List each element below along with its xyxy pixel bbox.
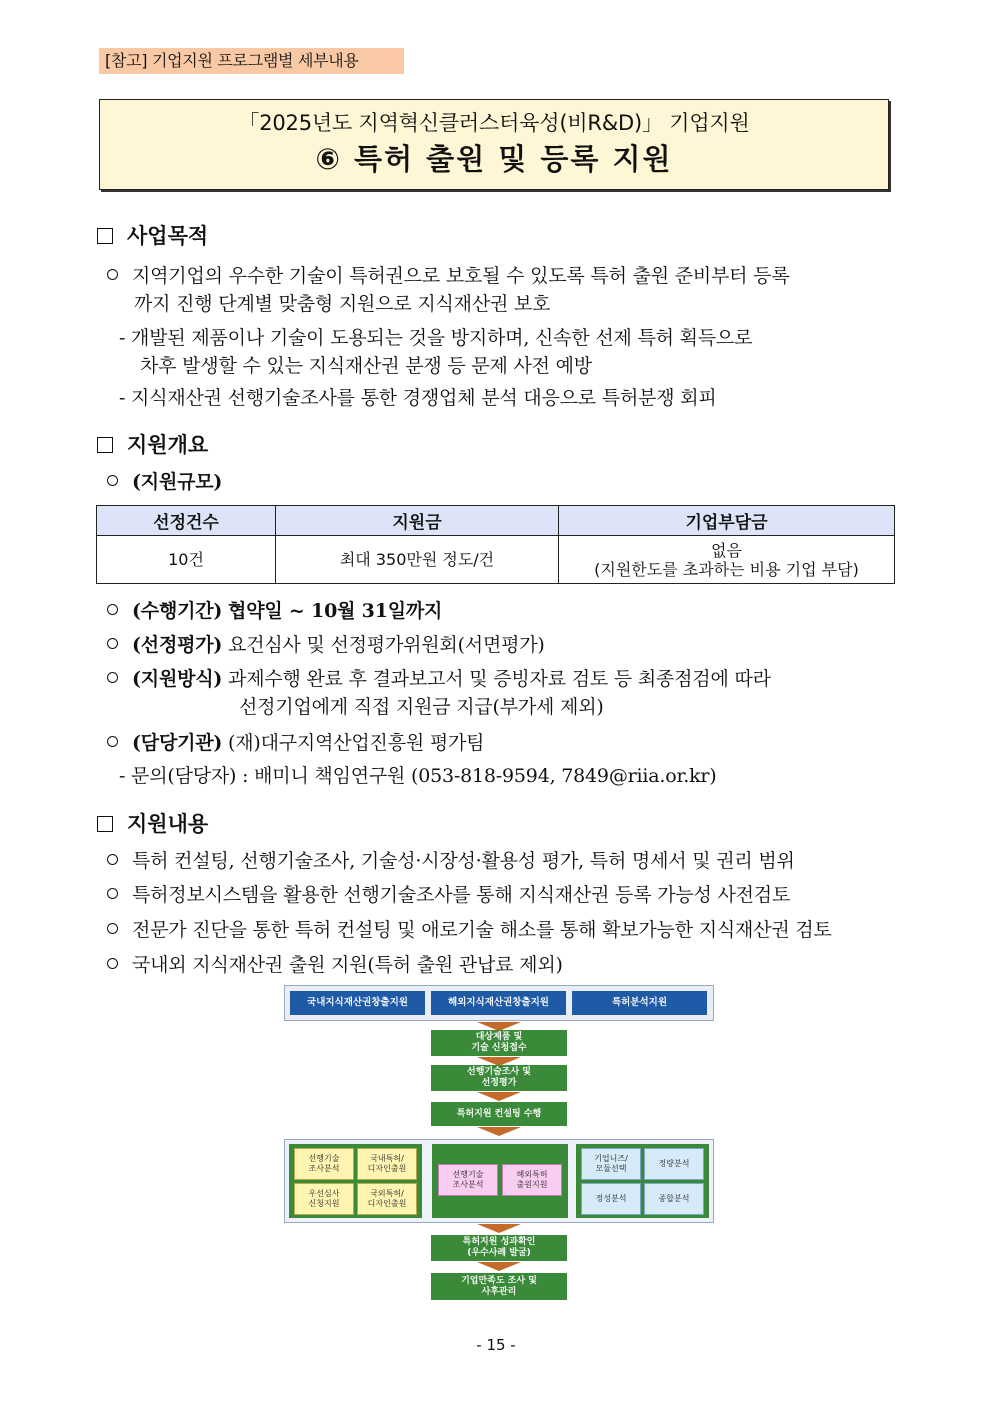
- content-item: 특허 컨설팅, 선행기술조사, 기술성·시장성·활용성 평가, 특허 명세서 및 권리 범위: [107, 846, 795, 873]
- purpose-detail-1: - 개발된 제품이나 기술이 도용되는 것을 방지하며, 신속한 선제 특허 획득으로: [119, 327, 753, 349]
- support-detail-panel: [284, 1139, 714, 1223]
- purpose-detail-2: - 지식재산권 선행기술조사를 통한 경쟁업체 분석 대응으로 특허분쟁 회피: [119, 387, 717, 409]
- analysis-support-group: [576, 1144, 709, 1218]
- down-arrow-icon: [477, 1224, 521, 1233]
- program-domestic: 국내지식재산권창출지원: [290, 991, 425, 1015]
- checkbox-square-icon: [97, 228, 113, 244]
- circle-bullet-icon: [107, 854, 118, 865]
- section-heading-purpose: 사업목적: [97, 220, 208, 250]
- title-box: [99, 99, 889, 190]
- down-arrow-icon: [477, 1127, 521, 1136]
- purpose-detail-1-cont: 차후 발생할 수 있는 지식재산권 분쟁 등 문제 사전 예방: [140, 355, 592, 377]
- analysis-box: 종합분석: [644, 1183, 704, 1215]
- table-row: [97, 536, 895, 584]
- analysis-box: 기업니즈/ 모듈선택: [581, 1148, 641, 1180]
- purpose-item-cont: 까지 진행 단계별 맞춤형 지원으로 지식재산권 보호: [134, 293, 551, 315]
- title-line2: ⑥ 특허 출원 및 등록 지원: [315, 142, 673, 176]
- content-item: 특허정보시스템을 활용한 선행기술조사를 통해 지식재산권 등록 가능성 사전검토: [107, 880, 790, 907]
- program-overseas: 해외지식재산권창출지원: [431, 991, 566, 1015]
- table-cell-burden: 없음 (지원한도를 초과하는 비용 기업 부담): [559, 536, 895, 584]
- domestic-box: 선행기술 조사분석: [294, 1148, 354, 1180]
- circle-bullet-icon: [107, 638, 118, 649]
- circle-bullet-icon: [107, 958, 118, 969]
- circle-bullet-icon: [107, 604, 118, 615]
- program-analysis: 특허분석지원: [572, 991, 707, 1015]
- flow-step-results: 특허지원 성과확인 (우수사례 발굴): [431, 1235, 567, 1261]
- table-cell-count: 10건: [97, 536, 276, 584]
- flow-step-followup: 기업만족도 조사 및 사후관리: [431, 1273, 567, 1300]
- checkbox-square-icon: [97, 437, 113, 453]
- circle-bullet-icon: [107, 672, 118, 683]
- evaluation-item: (선정평가) 요건심사 및 선정평가위원회(서면평가): [107, 630, 545, 657]
- purpose-item: 지역기업의 우수한 기술이 특허권으로 보호될 수 있도록 특허 출원 준비부터 등록: [107, 261, 789, 288]
- circle-bullet-icon: [107, 888, 118, 899]
- overseas-support-group: [432, 1144, 568, 1218]
- support-process-flowchart: [284, 985, 716, 1303]
- flow-step-consulting: 특허지원 컨설팅 수행: [431, 1102, 567, 1126]
- support-scale-table: [96, 505, 895, 584]
- domestic-box: 우선심사 신청지원: [294, 1183, 354, 1215]
- table-cell-amount: 최대 350만원 정도/건: [276, 536, 559, 584]
- table-header: 기업부담금: [559, 506, 895, 536]
- circle-bullet-icon: [107, 923, 118, 934]
- domestic-box: 국외특허/ 디자인출원: [357, 1183, 417, 1215]
- scale-label: (지원규모): [107, 467, 222, 494]
- method-item-cont: 선정기업에게 직접 지원금 지급(부가세 제외): [239, 696, 604, 718]
- page-number: - 15 -: [476, 1336, 516, 1354]
- section-heading-content: 지원내용: [97, 808, 208, 838]
- circle-bullet-icon: [107, 269, 118, 280]
- content-item: 전문가 진단을 통한 특허 컨설팅 및 애로기술 해소를 통해 확보가능한 지식재산권 검토: [107, 915, 832, 942]
- method-item: (지원방식) 과제수행 완료 후 결과보고서 및 증빙자료 검토 등 최종점검에 따라: [107, 664, 771, 691]
- domestic-box: 국내특허/ 디자인출원: [357, 1148, 417, 1180]
- analysis-box: 정성분석: [581, 1183, 641, 1215]
- circle-bullet-icon: [107, 475, 118, 486]
- flow-step-selection: 선행기술조사 및 선정평가: [431, 1065, 567, 1091]
- circle-bullet-icon: [107, 736, 118, 747]
- flow-step-application: 대상제품 및 기술 신청접수: [431, 1030, 567, 1056]
- overseas-box: 선행기술 조사분석: [438, 1164, 498, 1196]
- period-item: (수행기간) 협약일 ~ 10월 31일까지: [107, 596, 442, 623]
- table-header: 선정건수: [97, 506, 276, 536]
- table-header-row: [97, 506, 895, 536]
- down-arrow-icon: [477, 1262, 521, 1271]
- table-header: 지원금: [276, 506, 559, 536]
- checkbox-square-icon: [97, 816, 113, 832]
- domestic-support-group: [289, 1144, 422, 1218]
- analysis-box: 정량분석: [644, 1148, 704, 1180]
- section-heading-overview: 지원개요: [97, 429, 208, 459]
- down-arrow-icon: [477, 1092, 521, 1101]
- program-type-bar: [284, 985, 714, 1021]
- org-item: (담당기관) (재)대구지역산업진흥원 평가팀: [107, 728, 484, 755]
- contact-line: - 문의(담당자) : 배미니 책임연구원 (053-818-9594, 7849@riia.or.kr): [119, 765, 717, 787]
- reference-tag: [참고] 기업지원 프로그램별 세부내용: [99, 48, 404, 74]
- title-line1: 「2025년도 지역혁신클러스터육성(비R&D)」 기업지원: [238, 111, 750, 135]
- content-item: 국내외 지식재산권 출원 지원(특허 출원 관납료 제외): [107, 950, 563, 977]
- overseas-box: 해외특허 출원지원: [502, 1164, 562, 1196]
